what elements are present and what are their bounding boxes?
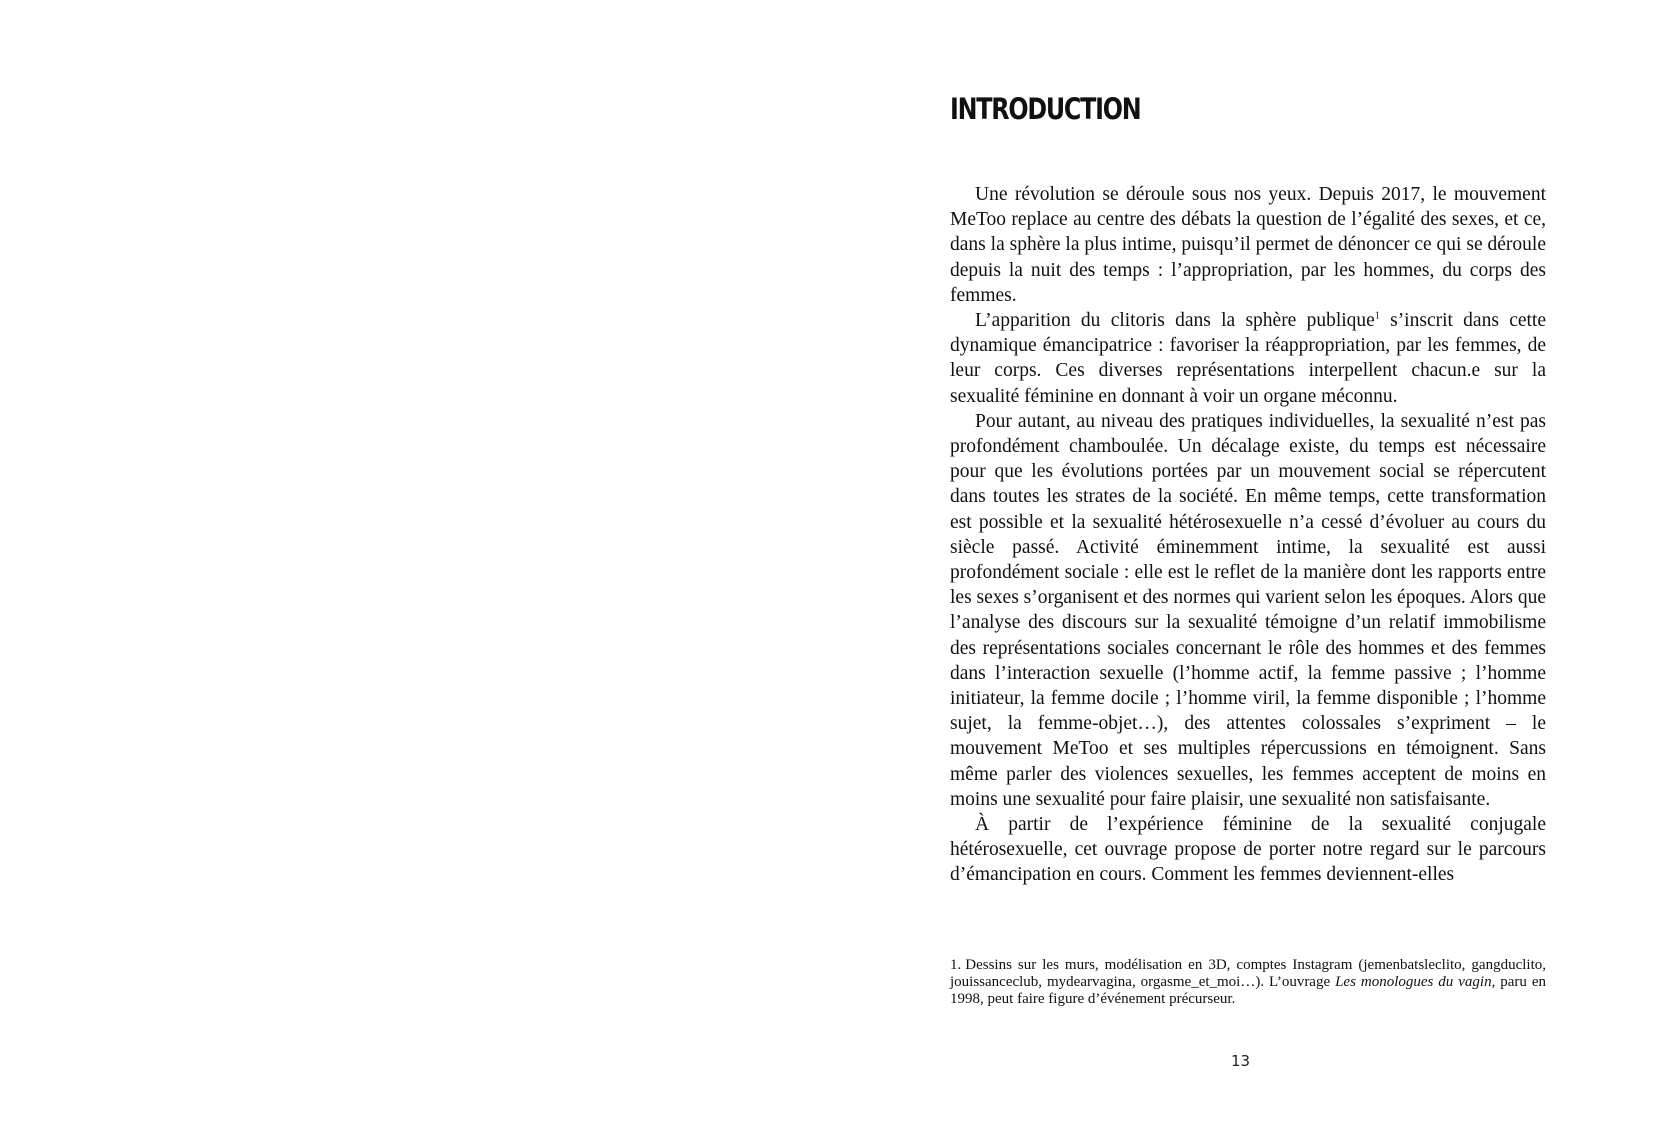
footnote [950,957,1546,1008]
footnote-number: 1. [950,957,962,973]
right-page [827,0,1654,1122]
paragraph-3-text: Pour autant, au niveau des pratiques individuelles, la sexualité n’est pas profondément chamboulée. Un décalage existe, du temps est nécessaire pour que les évolutions portées par un mouvement social se répercutent dans toutes les strates de la société. En même temps, cette transformation est possible et la sexualité hétérosexuelle n’a cessé d’évoluer au cours du siècle passé. Activité éminemment intime, la sexualité est aussi profondément sociale : elle est le reflet de la manière dont les rapports entre les sexes s’organisent et des normes qui varient selon les époques. Alors que l’analyse des discours sur la sexualité témoigne d’un relatif immobilisme des représentations sociales concernant le rôle des hommes et des femmes dans l’interaction sexuelle (l’homme actif, la femme passive ; l’homme initiateur, la femme docile ; l’homme viril, la femme disponible ; l’homme sujet, la femme-objet…), des attentes colossales s’expriment – le mouvement MeToo et ses multiples répercussions en témoignent. Sans même parler des violences sexuelles, les femmes acceptent de moins en moins une sexualité pour faire plaisir, une sexualité non satisfaisante. [950,410,1546,810]
paragraph-4 [950,812,1546,888]
paragraph-1 [950,182,1546,308]
page-number: 13 [1230,1052,1251,1070]
paragraph-1-text: Une révolution se déroule sous nos yeux. Depuis 2017, le mouvement MeToo replace au centre des débats la question de l’égalité des sexes, et ce, dans la sphère la plus intime, puisqu’il permet de dénoncer ce qui se déroule depuis la nuit des temps : l’appropriation, par les hommes, du corps des femmes. [950,184,1546,306]
footnote-text-start: Dessins sur les murs, modélisation en 3D, comptes Instagram (jemenbatsleclito, gangduclito, jouissanceclub, mydearvagina, orgasme_et_moi…). L’ouvrage [950,957,1546,990]
chapter-title: INTRODUCTION [950,92,1141,126]
footnote-text-end: , paru en 1998, peut faire figure d’événement précurseur. [950,974,1547,1007]
paragraph-2 [950,308,1546,409]
footnote-reference[interactable]: 1 [1374,310,1380,322]
footnote-book-title: Les monologues du vagin [1335,974,1492,990]
paragraph-4-text: À partir de l’expérience féminine de la sexualité conjugale hétérosexuelle, cet ouvrage propose de porter notre regard sur le parcours d’émancipation en cours. Comment les femmes deviennent-elles [950,814,1546,886]
paragraph-2-text-start: L’apparition du clitoris dans la sphère publique [975,310,1375,332]
body-text [950,182,1546,888]
paragraph-3 [950,409,1546,812]
paragraph-2-text-end: s’inscrit dans cette dynamique émancipatrice : favoriser la réappropriation, par les femmes, de leur corps. Ces diverses représentations interpellent chacun.e sur la sexualité féminine en donnant à voir un organe méconnu. [950,310,1546,407]
